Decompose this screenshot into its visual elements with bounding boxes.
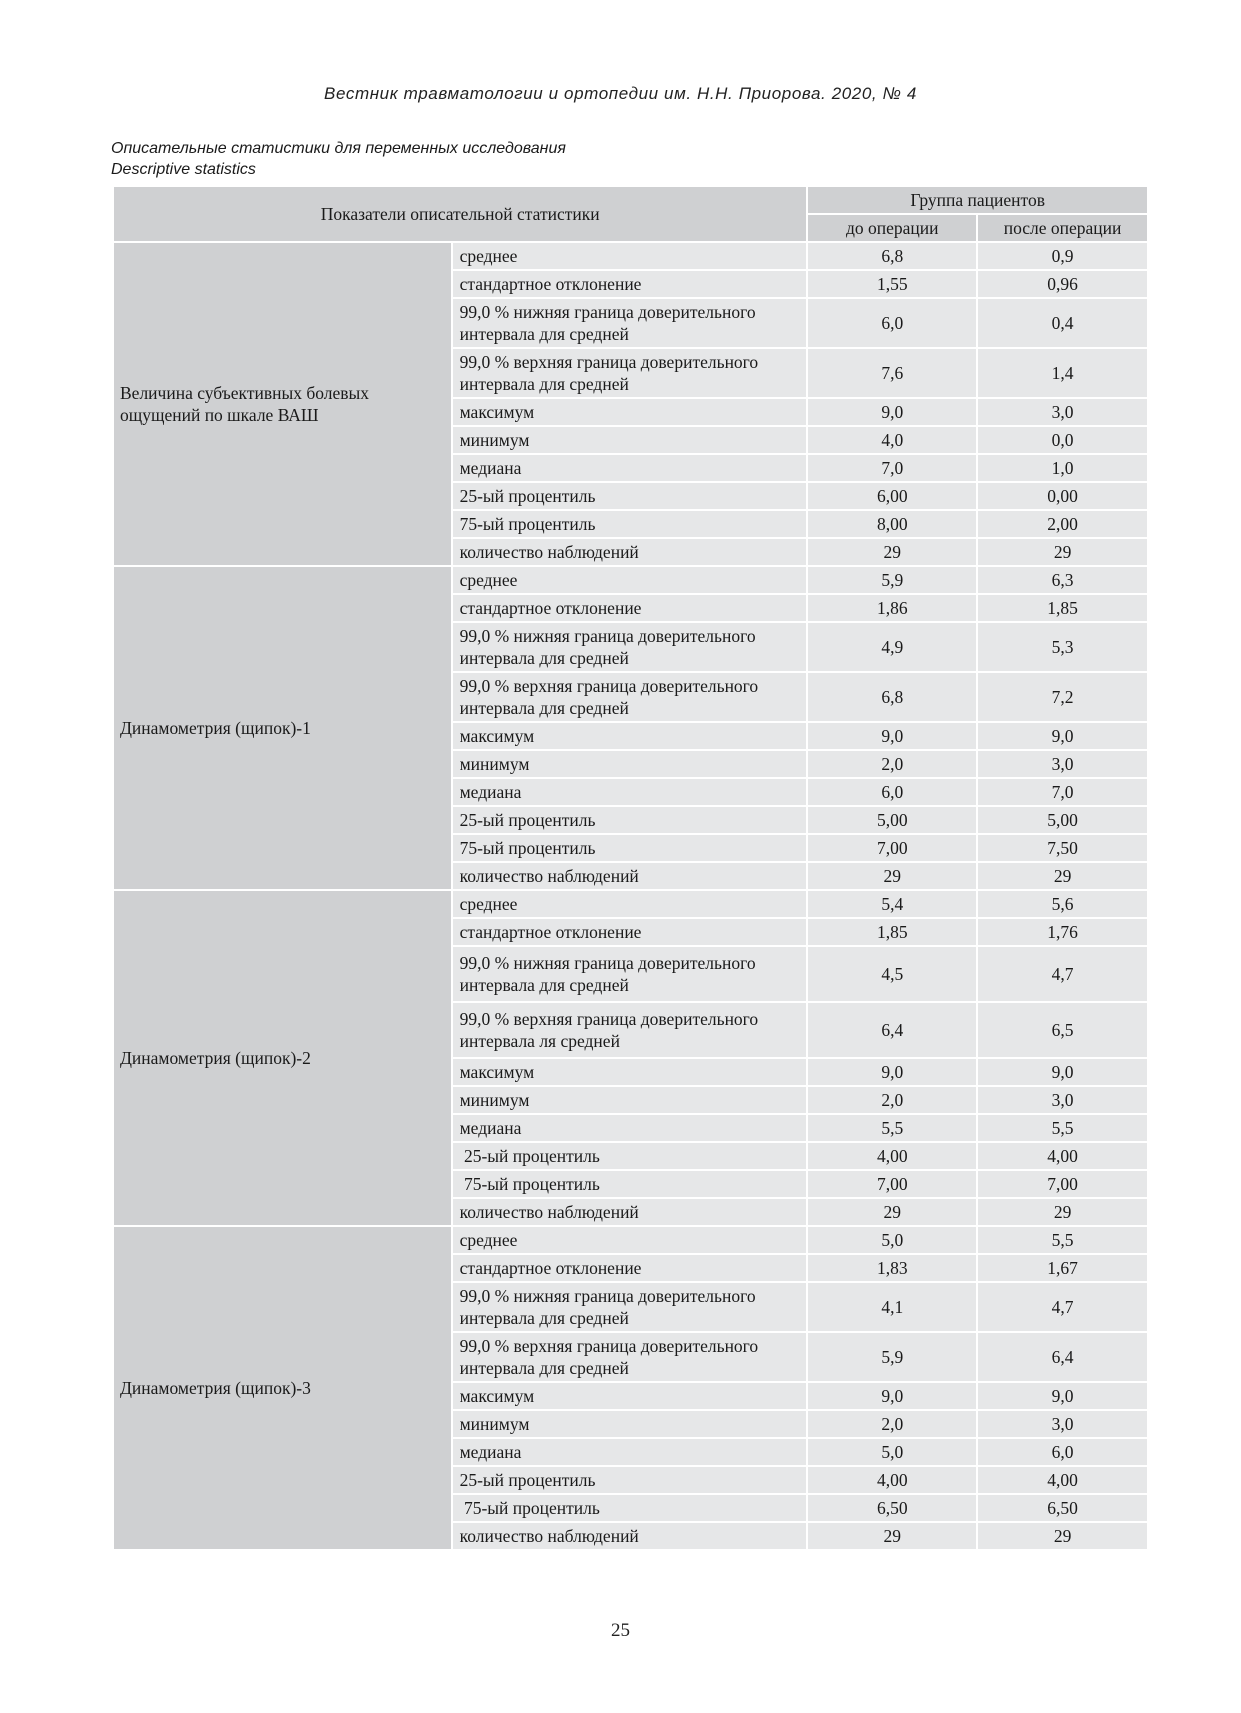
- group-label: Величина субъективных болевых ощущений по шкале ВАШ: [114, 243, 451, 565]
- caption-ru: Описательные статистики для переменных исследования: [111, 140, 566, 157]
- stat-name: стандартное отклонение: [453, 271, 807, 297]
- journal-header: Вестник травматологии и ортопедии им. Н.Н. Приорова. 2020, № 4: [324, 84, 917, 103]
- stat-name: медиана: [453, 455, 807, 481]
- value-after: 5,3: [978, 623, 1147, 671]
- value-before: 9,0: [808, 1383, 976, 1409]
- stat-name: максимум: [453, 399, 807, 425]
- value-after: 0,00: [978, 483, 1147, 509]
- stat-name: количество наблюдений: [453, 863, 807, 889]
- value-before: 4,5: [808, 947, 976, 1001]
- value-after: 0,96: [978, 271, 1147, 297]
- stat-name: медиана: [453, 1439, 807, 1465]
- value-after: 2,00: [978, 511, 1147, 537]
- stat-name: стандартное отклонение: [453, 919, 807, 945]
- value-before: 5,9: [808, 567, 976, 593]
- value-before: 29: [808, 539, 976, 565]
- stat-name: 75-ый процентиль: [453, 835, 807, 861]
- value-before: 7,00: [808, 835, 976, 861]
- value-before: 6,0: [808, 299, 976, 347]
- value-after: 29: [978, 1523, 1147, 1549]
- value-after: 29: [978, 539, 1147, 565]
- stat-name: 99,0 % верхняя граница доверительного интервала ля средней: [453, 1003, 807, 1057]
- value-after: 5,5: [978, 1227, 1147, 1253]
- value-after: 3,0: [978, 1411, 1147, 1437]
- value-after: 6,5: [978, 1003, 1147, 1057]
- value-before: 29: [808, 1523, 976, 1549]
- value-after: 6,50: [978, 1495, 1147, 1521]
- value-after: 1,85: [978, 595, 1147, 621]
- value-before: 9,0: [808, 723, 976, 749]
- value-before: 6,0: [808, 779, 976, 805]
- stat-name: максимум: [453, 723, 807, 749]
- value-after: 4,00: [978, 1143, 1147, 1169]
- stat-name: среднее: [453, 1227, 807, 1253]
- stat-name: медиана: [453, 779, 807, 805]
- value-before: 2,0: [808, 1087, 976, 1113]
- value-after: 4,7: [978, 1283, 1147, 1331]
- value-before: 29: [808, 863, 976, 889]
- value-before: 6,50: [808, 1495, 976, 1521]
- stat-name: количество наблюдений: [453, 539, 807, 565]
- value-before: 5,0: [808, 1439, 976, 1465]
- value-before: 6,8: [808, 673, 976, 721]
- stat-name: 99,0 % нижняя граница доверительного интервала для средней: [453, 947, 807, 1001]
- value-before: 6,00: [808, 483, 976, 509]
- value-after: 1,67: [978, 1255, 1147, 1281]
- stat-name: 75-ый процентиль: [453, 1171, 807, 1197]
- stat-name: среднее: [453, 891, 807, 917]
- stat-name: стандартное отклонение: [453, 1255, 807, 1281]
- stat-name: 25-ый процентиль: [453, 1143, 807, 1169]
- value-after: 7,00: [978, 1171, 1147, 1197]
- value-after: 5,6: [978, 891, 1147, 917]
- header-patient-group: Группа пациентов: [808, 187, 1147, 213]
- stat-name: максимум: [453, 1383, 807, 1409]
- table-row: [114, 1227, 1147, 1253]
- table-body: [114, 243, 1147, 1549]
- value-after: 3,0: [978, 1087, 1147, 1113]
- value-after: 9,0: [978, 1383, 1147, 1409]
- value-before: 7,00: [808, 1171, 976, 1197]
- stat-name: минимум: [453, 1087, 807, 1113]
- value-after: 3,0: [978, 751, 1147, 777]
- value-before: 5,00: [808, 807, 976, 833]
- value-after: 7,0: [978, 779, 1147, 805]
- stat-name: 75-ый процентиль: [453, 511, 807, 537]
- stat-name: минимум: [453, 1411, 807, 1437]
- value-after: 5,00: [978, 807, 1147, 833]
- value-before: 5,5: [808, 1115, 976, 1141]
- value-after: 9,0: [978, 1059, 1147, 1085]
- value-before: 4,00: [808, 1467, 976, 1493]
- stat-name: 99,0 % нижняя граница доверительного интервала для средней: [453, 623, 807, 671]
- value-after: 4,7: [978, 947, 1147, 1001]
- value-before: 4,1: [808, 1283, 976, 1331]
- value-before: 5,4: [808, 891, 976, 917]
- value-before: 9,0: [808, 399, 976, 425]
- table-row: [114, 243, 1147, 269]
- stat-name: среднее: [453, 243, 807, 269]
- value-after: 29: [978, 1199, 1147, 1225]
- value-after: 9,0: [978, 723, 1147, 749]
- stat-name: 25-ый процентиль: [453, 1467, 807, 1493]
- caption-en: Descriptive statistics: [111, 161, 256, 178]
- stat-name: максимум: [453, 1059, 807, 1085]
- value-before: 6,4: [808, 1003, 976, 1057]
- stat-name: 99,0 % верхняя граница доверительного интервала для средней: [453, 349, 807, 397]
- stat-name: стандартное отклонение: [453, 595, 807, 621]
- value-before: 5,9: [808, 1333, 976, 1381]
- header-row-top: [114, 187, 1147, 213]
- value-after: 6,3: [978, 567, 1147, 593]
- stat-name: 99,0 % верхняя граница доверительного интервала для средней: [453, 673, 807, 721]
- value-after: 7,50: [978, 835, 1147, 861]
- value-after: 1,4: [978, 349, 1147, 397]
- value-after: 29: [978, 863, 1147, 889]
- table-caption: [111, 138, 566, 180]
- value-after: 0,4: [978, 299, 1147, 347]
- value-before: 7,0: [808, 455, 976, 481]
- group-label: Динамометрия (щипок)-2: [114, 891, 451, 1225]
- stat-name: минимум: [453, 751, 807, 777]
- value-before: 4,9: [808, 623, 976, 671]
- value-before: 4,0: [808, 427, 976, 453]
- stat-name: 25-ый процентиль: [453, 807, 807, 833]
- stat-name: минимум: [453, 427, 807, 453]
- stat-name: 99,0 % верхняя граница доверительного интервала для средней: [453, 1333, 807, 1381]
- table-row: [114, 891, 1147, 917]
- value-before: 6,8: [808, 243, 976, 269]
- value-before: 1,86: [808, 595, 976, 621]
- descriptive-statistics-table: [112, 185, 1149, 1551]
- header-before-surgery: до операции: [808, 215, 976, 241]
- value-after: 0,0: [978, 427, 1147, 453]
- value-before: 1,55: [808, 271, 976, 297]
- stat-name: среднее: [453, 567, 807, 593]
- value-after: 6,0: [978, 1439, 1147, 1465]
- value-before: 1,83: [808, 1255, 976, 1281]
- value-before: 7,6: [808, 349, 976, 397]
- header-after-surgery: после операции: [978, 215, 1147, 241]
- value-before: 5,0: [808, 1227, 976, 1253]
- value-before: 2,0: [808, 751, 976, 777]
- table-row: [114, 567, 1147, 593]
- stat-name: 25-ый процентиль: [453, 483, 807, 509]
- group-label: Динамометрия (щипок)-3: [114, 1227, 451, 1549]
- value-after: 1,0: [978, 455, 1147, 481]
- stat-name: 99,0 % нижняя граница доверительного интервала для средней: [453, 299, 807, 347]
- stat-name: медиана: [453, 1115, 807, 1141]
- value-after: 7,2: [978, 673, 1147, 721]
- stat-name: количество наблюдений: [453, 1523, 807, 1549]
- value-before: 4,00: [808, 1143, 976, 1169]
- stat-name: количество наблюдений: [453, 1199, 807, 1225]
- value-before: 29: [808, 1199, 976, 1225]
- value-after: 4,00: [978, 1467, 1147, 1493]
- page-number: 25: [611, 1620, 630, 1641]
- value-after: 0,9: [978, 243, 1147, 269]
- value-before: 1,85: [808, 919, 976, 945]
- value-after: 3,0: [978, 399, 1147, 425]
- value-before: 9,0: [808, 1059, 976, 1085]
- header-indicator: Показатели описательной статистики: [114, 187, 806, 241]
- stat-name: 99,0 % нижняя граница доверительного интервала для средней: [453, 1283, 807, 1331]
- value-after: 1,76: [978, 919, 1147, 945]
- value-before: 8,00: [808, 511, 976, 537]
- stat-name: 75-ый процентиль: [453, 1495, 807, 1521]
- value-before: 2,0: [808, 1411, 976, 1437]
- group-label: Динамометрия (щипок)-1: [114, 567, 451, 889]
- value-after: 6,4: [978, 1333, 1147, 1381]
- value-after: 5,5: [978, 1115, 1147, 1141]
